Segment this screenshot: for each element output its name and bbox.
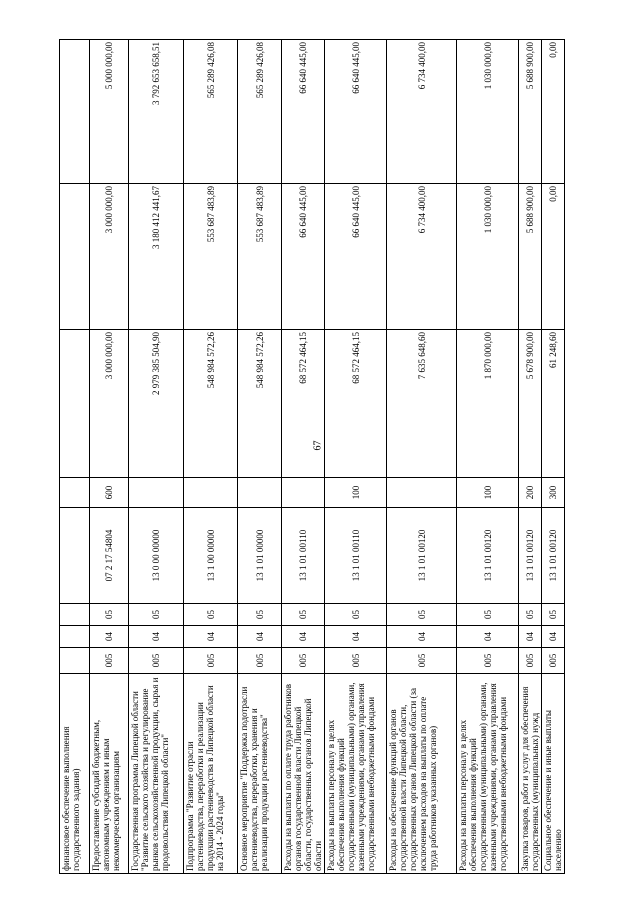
row-subsection-code: 05	[282, 604, 325, 626]
table-row	[60, 40, 90, 874]
table-row	[387, 40, 457, 874]
row-section-code: 04	[282, 626, 325, 648]
row-section-code: 04	[90, 626, 129, 648]
row-subsection-code: 05	[457, 604, 519, 626]
row-amount-1: 61 248,60	[542, 330, 565, 478]
row-expense-type: 300	[542, 478, 565, 508]
row-admin-code: 005	[457, 648, 519, 674]
row-target-article: 13 1 00 00000	[184, 508, 238, 604]
row-amount-1: 2 979 385 504,90	[129, 330, 184, 478]
row-name: Основное мероприятие "Поддержка подотрасли растениеводства, переработки, хранения и реализации продукции растениеводства"	[238, 674, 282, 874]
row-amount-3: 565 289 426,08	[184, 40, 238, 184]
row-subsection-code: 05	[238, 604, 282, 626]
row-target-article: 13 0 00 00000	[129, 508, 184, 604]
table-row	[519, 40, 542, 874]
row-name: Закупка товаров, работ и услуг для обеспечения государственных (муниципальных) нужд	[519, 674, 542, 874]
table-row	[238, 40, 282, 874]
row-amount-2: 5 688 900,00	[519, 184, 542, 330]
row-expense-type	[60, 478, 90, 508]
row-admin-code	[60, 648, 90, 674]
row-target-article: 13 1 01 00110	[325, 508, 387, 604]
row-amount-3: 5 000 000,00	[90, 40, 129, 184]
row-amount-3: 66 640 445,00	[282, 40, 325, 184]
row-expense-type	[387, 478, 457, 508]
row-section-code: 04	[129, 626, 184, 648]
row-admin-code: 005	[282, 648, 325, 674]
row-subsection-code: 05	[387, 604, 457, 626]
row-amount-1: 3 000 000,00	[90, 330, 129, 478]
row-amount-3: 5 688 900,00	[519, 40, 542, 184]
row-target-article: 13 1 01 00120	[457, 508, 519, 604]
row-subsection-code: 05	[519, 604, 542, 626]
row-subsection-code: 05	[184, 604, 238, 626]
row-amount-1: 68 572 464,15	[282, 330, 325, 478]
row-amount-1: 548 984 572,26	[238, 330, 282, 478]
table-row	[457, 40, 519, 874]
row-amount-3: 6 734 400,00	[387, 40, 457, 184]
row-target-article: 13 1 01 00120	[519, 508, 542, 604]
row-amount-2: 0,00	[542, 184, 565, 330]
row-amount-2: 6 734 400,00	[387, 184, 457, 330]
row-amount-1: 548 984 572,26	[184, 330, 238, 478]
row-expense-type	[282, 478, 325, 508]
table-row	[184, 40, 238, 874]
budget-table-body	[60, 40, 565, 874]
row-name: Социальное обеспечение и иные выплаты населению	[542, 674, 565, 874]
row-section-code: 04	[519, 626, 542, 648]
row-amount-2: 66 640 445,00	[282, 184, 325, 330]
row-amount-1: 7 635 648,60	[387, 330, 457, 478]
row-section-code: 04	[184, 626, 238, 648]
row-expense-type	[238, 478, 282, 508]
row-admin-code: 005	[519, 648, 542, 674]
row-section-code: 04	[387, 626, 457, 648]
row-amount-1: 1 870 000,00	[457, 330, 519, 478]
row-expense-type	[184, 478, 238, 508]
row-amount-2: 3 180 412 441,67	[129, 184, 184, 330]
row-amount-3	[60, 40, 90, 184]
row-name: финансовое обеспечение выполнения государственного задания)	[60, 674, 90, 874]
row-section-code: 04	[457, 626, 519, 648]
row-subsection-code: 05	[90, 604, 129, 626]
table-row	[282, 40, 325, 874]
table-row	[129, 40, 184, 874]
rotated-page-content	[59, 40, 585, 874]
row-target-article	[60, 508, 90, 604]
row-name: Расходы на выплаты персоналу в целях обеспечения выполнения функций государственными (муниципальными) органами, казенными учреждениями, органами управления государственными внебюджетными фондами	[325, 674, 387, 874]
row-admin-code: 005	[542, 648, 565, 674]
row-amount-3: 3 792 653 658,51	[129, 40, 184, 184]
row-admin-code: 005	[129, 648, 184, 674]
row-amount-2: 3 000 000,00	[90, 184, 129, 330]
row-name: Подпрограмма "Развитие отрасли растениеводства, переработки и реализации продукции растениеводства в Липецкой области на 2014 - 2024 годы"	[184, 674, 238, 874]
row-expense-type: 100	[457, 478, 519, 508]
budget-table	[59, 39, 565, 874]
row-amount-1: 5 678 900,00	[519, 330, 542, 478]
row-name: Расходы на выплаты персоналу в целях обеспечения выполнения функций государственными (муниципальными) органами, казенными учреждениями, органами управления государственными внебюджетными фондами	[457, 674, 519, 874]
row-target-article: 13 1 01 00000	[238, 508, 282, 604]
row-admin-code: 005	[90, 648, 129, 674]
row-admin-code: 005	[325, 648, 387, 674]
row-subsection-code: 05	[325, 604, 387, 626]
row-admin-code: 005	[184, 648, 238, 674]
row-amount-2	[60, 184, 90, 330]
row-amount-2: 66 640 445,00	[325, 184, 387, 330]
row-subsection-code: 05	[129, 604, 184, 626]
row-name: Предоставление субсидий бюджетным, автономным учреждениям и иным некоммерческим организациям	[90, 674, 129, 874]
row-section-code: 04	[325, 626, 387, 648]
row-target-article: 13 1 01 00120	[542, 508, 565, 604]
row-section-code	[60, 626, 90, 648]
row-amount-3: 565 289 426,08	[238, 40, 282, 184]
table-row	[325, 40, 387, 874]
row-target-article: 13 1 01 00120	[387, 508, 457, 604]
row-amount-3: 66 640 445,00	[325, 40, 387, 184]
row-name: Расходы на обеспечение функций органов государственной власти Липецкой области, государственных органов Липецкой области (за исключением расходов на выплаты по оплате труда работников указанных органов)	[387, 674, 457, 874]
row-admin-code: 005	[238, 648, 282, 674]
row-name: Государственная программа Липецкой области "Развитие сельского хозяйства и регулирование рынков сельскохозяйственной продукции, сырья и продовольствия Липецкой области"	[129, 674, 184, 874]
row-name: Расходы на выплаты по оплате труда работников органов государственной власти Липецкой области, государственных органов Липецкой области	[282, 674, 325, 874]
row-target-article: 07 2 17 54804	[90, 508, 129, 604]
row-subsection-code: 05	[542, 604, 565, 626]
row-expense-type	[129, 478, 184, 508]
row-section-code: 04	[542, 626, 565, 648]
row-expense-type: 200	[519, 478, 542, 508]
row-expense-type: 100	[325, 478, 387, 508]
row-target-article: 13 1 01 00110	[282, 508, 325, 604]
table-row	[90, 40, 129, 874]
row-amount-2: 553 687 483,89	[238, 184, 282, 330]
page-number: 67	[312, 440, 324, 451]
row-expense-type: 600	[90, 478, 129, 508]
row-admin-code: 005	[387, 648, 457, 674]
table-row	[542, 40, 565, 874]
row-amount-1	[60, 330, 90, 478]
row-amount-1: 68 572 464,15	[325, 330, 387, 478]
row-amount-3: 0,00	[542, 40, 565, 184]
row-section-code: 04	[238, 626, 282, 648]
row-subsection-code	[60, 604, 90, 626]
row-amount-2: 553 687 483,89	[184, 184, 238, 330]
row-amount-3: 1 030 000,00	[457, 40, 519, 184]
row-amount-2: 1 030 000,00	[457, 184, 519, 330]
